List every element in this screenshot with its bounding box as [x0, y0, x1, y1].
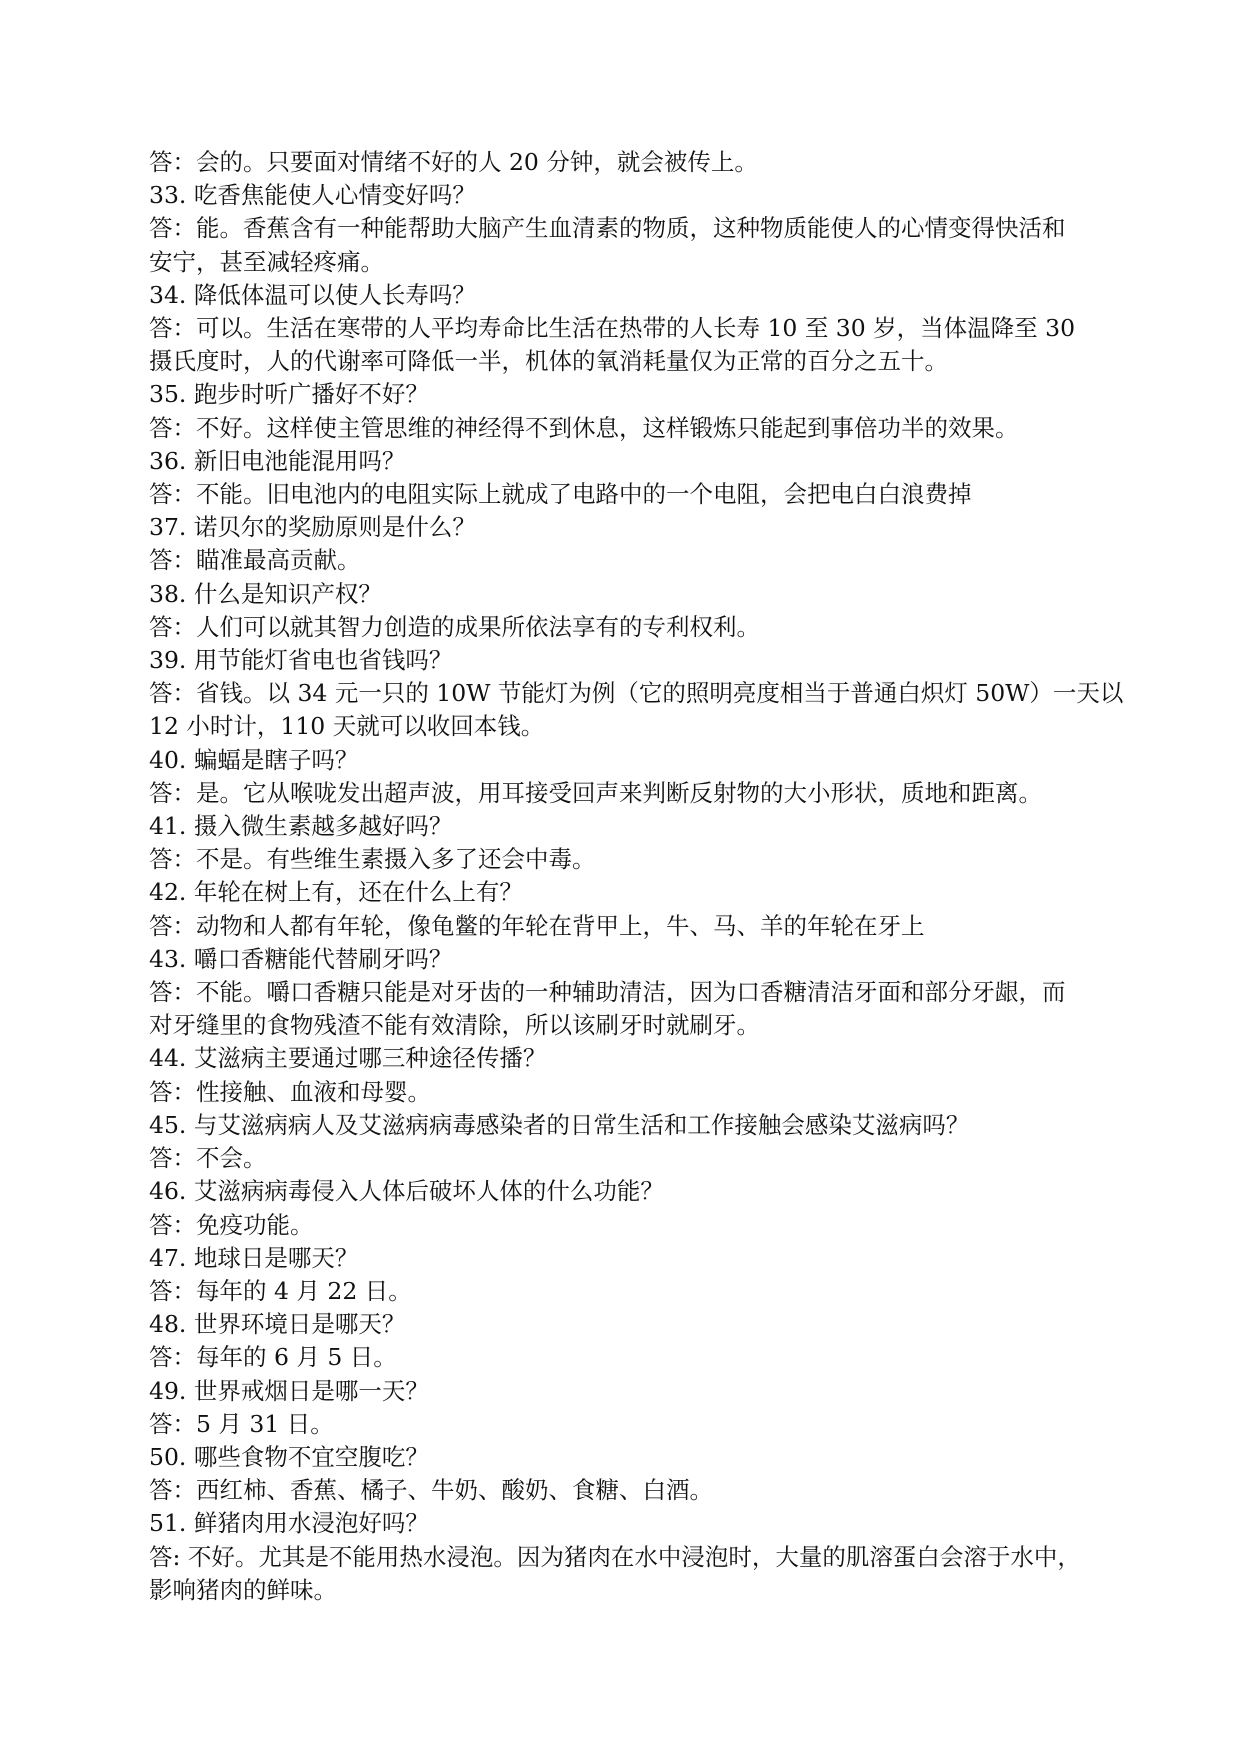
question-line: 50. 哪些食物不宜空腹吃？	[149, 1442, 429, 1471]
question-line: 36. 新旧电池能混用吗？	[149, 446, 406, 475]
answer-continuation-line: 影响猪肉的鲜味。	[149, 1575, 337, 1604]
answer-line: 答: 不好。尤其是不能用热水浸泡。因为猪肉在水中浸泡时，大量的肌溶蛋白会溶于水中，	[149, 1542, 1081, 1571]
question-line: 44. 艾滋病主要通过哪三种途径传播？	[149, 1044, 547, 1073]
answer-line: 答：免疫功能。	[149, 1210, 314, 1239]
question-line: 38. 什么是知识产权？	[149, 579, 382, 608]
answer-line: 答：是。它从喉咙发出超声波，用耳接受回声来判断反射物的大小形状，质地和距离。	[149, 778, 1042, 807]
answer-line: 答：不好。这样使主管思维的神经得不到休息，这样锻炼只能起到事倍功半的效果。	[149, 413, 1019, 442]
answer-continuation-line: 对牙缝里的食物残渣不能有效清除，所以该刷牙时就刷牙。	[149, 1011, 760, 1040]
answer-line: 答：不能。旧电池内的电阻实际上就成了电路中的一个电阻，会把电白白浪费掉	[149, 480, 972, 509]
answer-line: 答：每年的 4 月 22 日。	[149, 1276, 412, 1305]
document-page	[149, 146, 1124, 1607]
question-line: 35. 跑步时听广播好不好？	[149, 380, 429, 409]
answer-line: 答：不能。嚼口香糖只能是对牙齿的一种辅助清洁，因为口香糖清洁牙面和部分牙龈，而	[149, 978, 1066, 1007]
question-line: 34. 降低体温可以使人长寿吗？	[149, 280, 476, 309]
question-line: 48. 世界环境日是哪天？	[149, 1310, 406, 1339]
answer-line: 答：人们可以就其智力创造的成果所依法享有的专利权利。	[149, 612, 760, 641]
answer-line: 答：性接触、血液和母婴。	[149, 1077, 431, 1106]
answer-line: 答：不是。有些维生素摄入多了还会中毒。	[149, 845, 596, 874]
answer-line: 答：5 月 31 日。	[149, 1409, 334, 1438]
question-line: 33. 吃香焦能使人心情变好吗？	[149, 181, 476, 210]
question-line: 46. 艾滋病病毒侵入人体后破坏人体的什么功能？	[149, 1177, 664, 1206]
question-line: 42. 年轮在树上有，还在什么上有？	[149, 878, 523, 907]
question-line: 37. 诺贝尔的奖励原则是什么？	[149, 513, 476, 542]
answer-line: 答：每年的 6 月 5 日。	[149, 1343, 397, 1372]
question-line: 43. 嚼口香糖能代替刷牙吗？	[149, 944, 453, 973]
question-line: 47. 地球日是哪天？	[149, 1243, 359, 1272]
question-line: 40. 蝙蝠是瞎子吗？	[149, 745, 359, 774]
answer-line: 答：会的。只要面对情绪不好的人 20 分钟，就会被传上。	[149, 148, 758, 176]
answer-line: 答：省钱。以 34 元一只的 10W 节能灯为例（它的照明亮度相当于普通白炽灯 50W）一天以	[149, 679, 1124, 708]
answer-line: 答：可以。生活在寒带的人平均寿命比生活在热带的人长寿 10 至 30 岁，当体温降至 30	[149, 314, 1076, 343]
answer-continuation-line: 安宁，甚至减轻疼痛。	[149, 247, 384, 276]
answer-line: 答：不会。	[149, 1144, 267, 1173]
question-line: 39. 用节能灯省电也省钱吗？	[149, 646, 453, 675]
question-line: 41. 摄入微生素越多越好吗？	[149, 812, 453, 841]
answer-continuation-line: 摄氏度时，人的代谢率可降低一半，机体的氧消耗量仅为正常的百分之五十。	[149, 347, 948, 376]
question-line: 45. 与艾滋病病人及艾滋病病毒感染者的日常生活和工作接触会感染艾滋病吗？	[149, 1110, 970, 1139]
question-line: 49. 世界戒烟日是哪一天？	[149, 1376, 429, 1405]
answer-continuation-line: 12 小时计，110 天就可以收回本钱。	[149, 712, 545, 741]
answer-line: 答：能。香蕉含有一种能帮助大脑产生血清素的物质，这种物质能使人的心情变得快活和	[149, 214, 1066, 243]
question-line: 51. 鲜猪肉用水浸泡好吗？	[149, 1509, 429, 1538]
answer-line: 答：动物和人都有年轮，像龟鳖的年轮在背甲上，牛、马、羊的年轮在牙上	[149, 911, 925, 940]
answer-line: 答：西红柿、香蕉、橘子、牛奶、酸奶、食糖、白酒。	[149, 1476, 713, 1505]
answer-line: 答：瞄准最高贡献。	[149, 546, 361, 575]
